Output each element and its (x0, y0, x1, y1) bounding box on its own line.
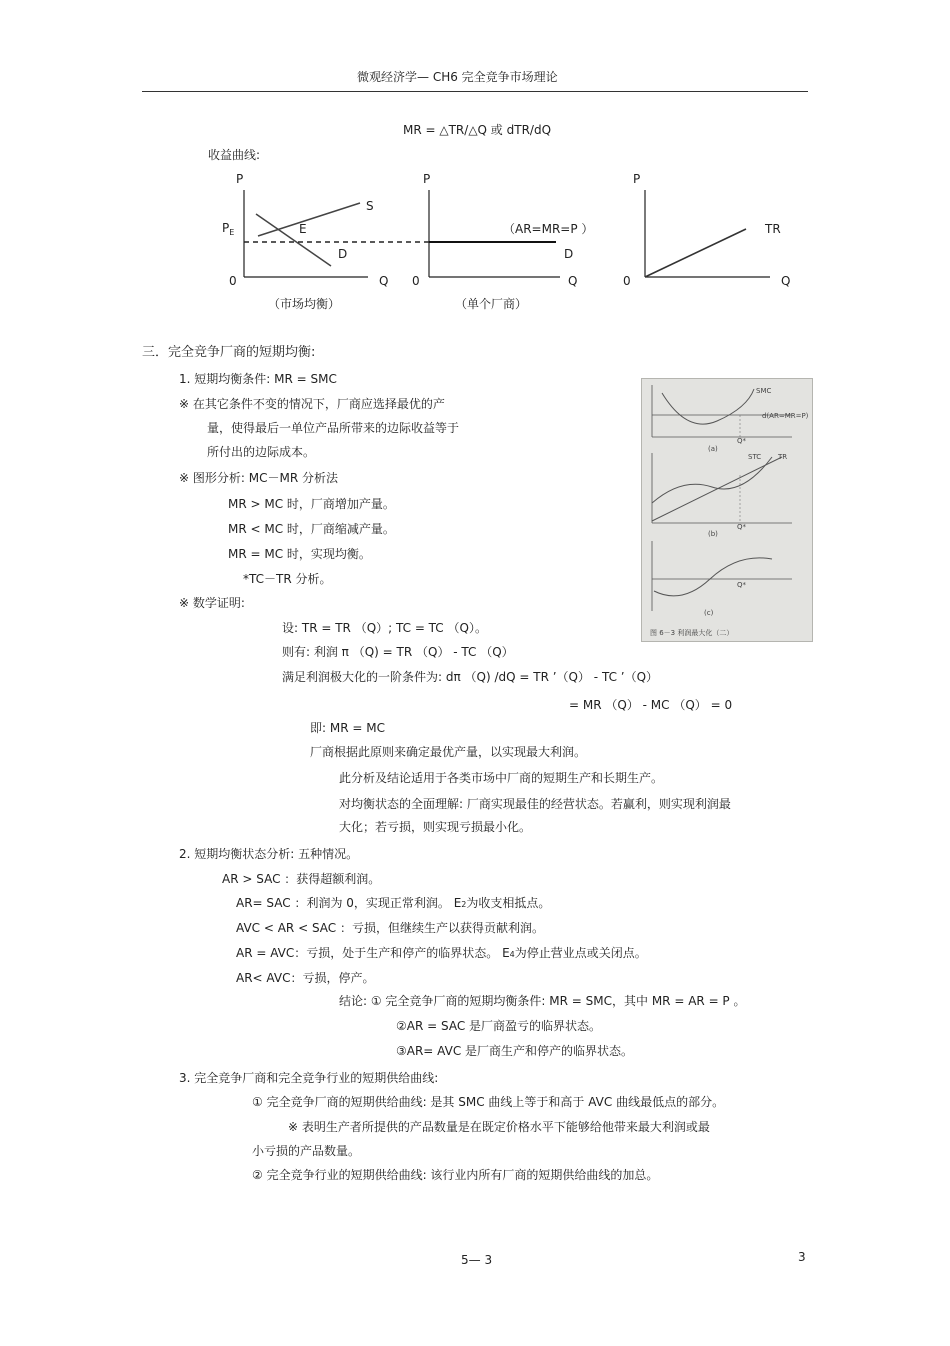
fig-q-star-a: Q* (737, 437, 747, 445)
supply-note-line2: 小亏损的产品数量。 (252, 1144, 361, 1158)
ar-mr-p-label: （AR=MR=P ） (503, 222, 594, 236)
single-firm-graph (412, 172, 593, 288)
fig-cap-b: (b) (708, 530, 718, 538)
graph1-p-label: P (236, 172, 244, 186)
note1-line2: 量，使得最后一单位产品所带来的边际收益等于 (207, 421, 460, 435)
proof-line3: 满足利润极大化的一阶条件为: dπ （Q) /dQ = TR ’（Q） - TC ’（Q） (282, 670, 659, 684)
figure-drawing (642, 379, 812, 641)
graph2-origin: 0 (412, 274, 420, 288)
e-label: E (299, 222, 307, 236)
tr-line (645, 229, 746, 277)
note1-line3: 所付出的边际成本。 (207, 445, 316, 459)
note1-line1: ※ 在其它条件不变的情况下，厂商应选择最优的产 (179, 397, 445, 411)
fig-caption: 图 6－3 利润最大化（二） (650, 629, 734, 637)
graph3-q-label: Q (781, 274, 791, 288)
fig-tr-label: TR (778, 453, 788, 461)
revenue-curve-label: 收益曲线: (208, 148, 261, 162)
graph2-q-label: Q (568, 274, 578, 288)
pe-label: $P_E$ (222, 221, 235, 237)
tr-graph (623, 172, 790, 288)
mr-greater-mc: MR > MC 时，厂商增加产量。 (228, 497, 395, 511)
proof-line6: 厂商根据此原则来确定最优产量，以实现最大利润。 (310, 745, 587, 759)
footer-page-number: 3 (798, 1250, 806, 1264)
fig-stc-label: STC (748, 453, 762, 461)
demand-curve (256, 214, 331, 266)
s-label: S (366, 199, 374, 213)
revenue-graphs (0, 0, 950, 330)
conclusion3: ③AR= AVC 是厂商生产和停产的临界状态。 (396, 1044, 634, 1058)
supply-curve (258, 203, 360, 236)
mr-less-mc: MR < MC 时，厂商缩减产量。 (228, 522, 395, 536)
market-equilibrium-graph (222, 172, 430, 288)
tr-label: TR (765, 222, 781, 236)
profit-maximization-figure (641, 378, 813, 642)
mr-formula: MR = △TR/△Q 或 dTR/dQ (403, 123, 552, 137)
proof-line1: 设: TR = TR （Q）; TC = TC （Q）。 (282, 621, 487, 635)
fig-smc-label: SMC (756, 387, 772, 395)
item2-state-analysis: 2. 短期均衡状态分析: 五种情况。 (179, 847, 359, 861)
proof-line4: = MR （Q） - MC （Q） = 0 (569, 698, 733, 712)
caption-single-firm: （单个厂商） (455, 297, 528, 311)
note2-graph-analysis: ※ 图形分析: MC－MR 分析法 (179, 471, 338, 485)
graph1-origin: 0 (229, 274, 237, 288)
item3-supply-curve: 3. 完全竞争厂商和完全竞争行业的短期供给曲线: (179, 1071, 439, 1085)
section3-title: 三．完全竞争厂商的短期均衡: (142, 345, 316, 360)
case4: AR = AVC：亏损，处于生产和停产的临界状态。 E4为停止营业点或关闭点。 (236, 946, 647, 960)
footer-page-code: 5— 3 (461, 1253, 493, 1267)
fig-cap-c: (c) (704, 609, 714, 617)
supply-note-line1: ※ 表明生产者所提供的产品数量是在既定价格水平下能够给他带来最大利润或最 (288, 1120, 710, 1134)
proof-line8: 对均衡状态的全面理解: 厂商实现最佳的经营状态。若赢利，则实现利润最 (339, 797, 731, 811)
case3: AVC < AR < SAC ：亏损，但继续生产以获得贡献利润。 (236, 921, 544, 935)
page-header-title: 微观经济学— CH6 完全竞争市场理论 (357, 70, 558, 84)
graph3-origin: 0 (623, 274, 631, 288)
proof-line7: 此分析及结论适用于各类市场中厂商的短期生产和长期生产。 (339, 771, 664, 785)
item1-condition: 1. 短期均衡条件: MR = SMC (179, 372, 337, 386)
tc-tr-analysis: *TC－TR 分析。 (243, 572, 332, 586)
supply1: ① 完全竞争厂商的短期供给曲线: 是其 SMC 曲线上等于和高于 AVC 曲线最低点的部分。 (252, 1095, 725, 1109)
mr-equal-mc: MR = MC 时，实现均衡。 (228, 547, 371, 561)
fig-q-star-b: Q* (737, 523, 747, 531)
proof-line9: 大化；若亏损，则实现亏损最小化。 (339, 820, 532, 834)
graph1-d-label: D (338, 247, 348, 261)
caption-market-equilibrium: （市场均衡） (268, 297, 341, 311)
note3-math-proof: ※ 数学证明: (179, 596, 245, 610)
fig-cap-a: (a) (708, 445, 718, 453)
case5: AR< AVC：亏损，停产。 (236, 971, 375, 985)
proof-line2: 则有: 利润 π （Q) = TR （Q） - TC （Q） (282, 645, 514, 659)
graph2-p-label: P (423, 172, 431, 186)
case1: AR > SAC ：获得超额利润。 (222, 872, 381, 886)
proof-line5: 即: MR = MC (310, 721, 385, 735)
fig-q-star-c: Q* (737, 581, 747, 589)
case2: AR= SAC ：利润为 0，实现正常利润。 E2为收支相抵点。 (236, 896, 551, 910)
graph3-p-label: P (633, 172, 641, 186)
fig-ar-label: d(AR=MR=P) (762, 412, 809, 420)
conclusion1: 结论: ① 完全竞争厂商的短期均衡条件: MR = SMC，其中 MR = AR = P 。 (339, 994, 746, 1008)
conclusion2: ②AR = SAC 是厂商盈亏的临界状态。 (396, 1019, 602, 1033)
graph1-q-label: Q (379, 274, 389, 288)
graph2-d-label: D (564, 247, 574, 261)
supply2: ② 完全竞争行业的短期供给曲线: 该行业内所有厂商的短期供给曲线的加总。 (252, 1168, 659, 1182)
